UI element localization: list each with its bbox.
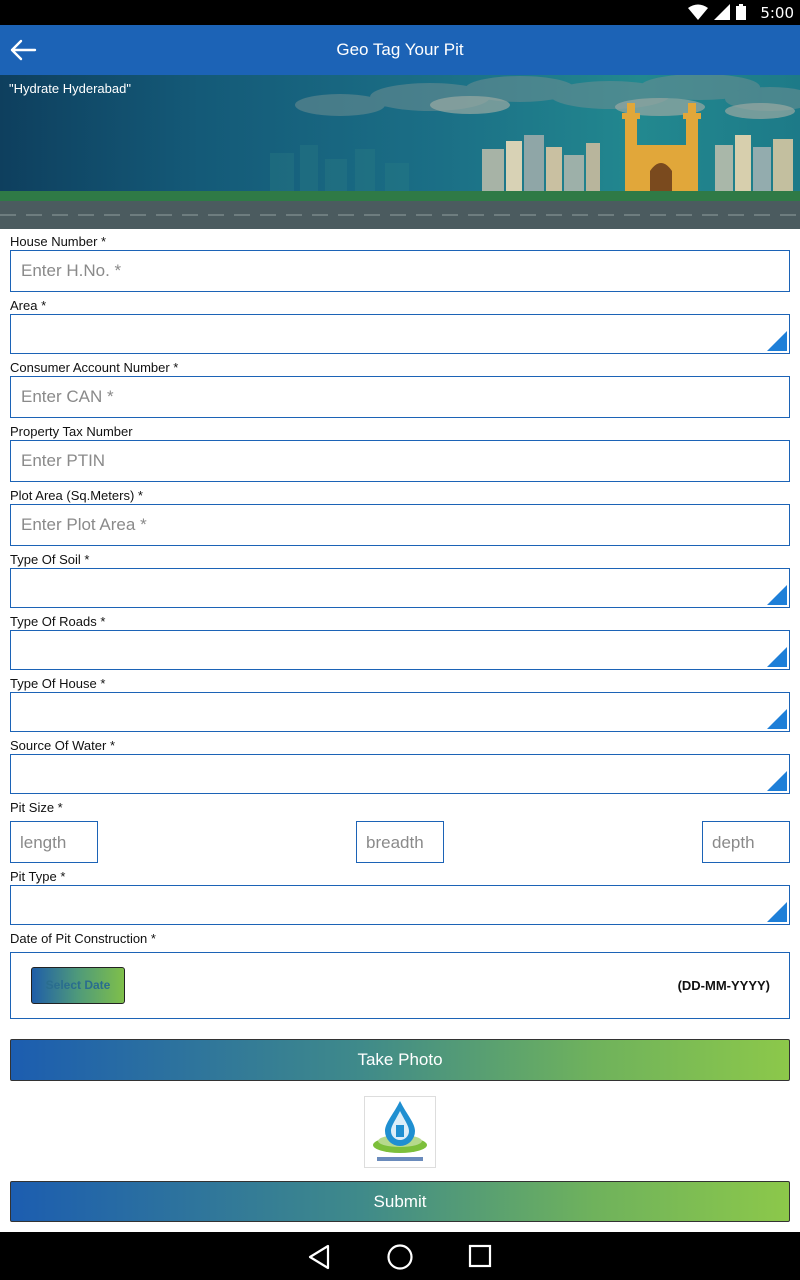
date-format-hint: (DD-MM-YYYY) (677, 978, 770, 993)
soil-dropdown[interactable] (10, 568, 790, 608)
pit-size-label: Pit Size * (10, 800, 63, 815)
select-date-button[interactable]: Select Date (31, 967, 125, 1004)
plot-area-label: Plot Area (Sq.Meters) * (10, 488, 143, 503)
nav-home-icon[interactable] (386, 1243, 414, 1271)
signal-icon (714, 4, 730, 20)
house-number-input[interactable] (10, 250, 790, 292)
city-skyline-illustration (0, 75, 800, 229)
dropdown-triangle-icon (767, 585, 787, 605)
nav-back-icon[interactable] (306, 1244, 332, 1270)
soil-label: Type Of Soil * (10, 552, 90, 567)
house-number-label: House Number * (10, 234, 107, 249)
date-container (10, 952, 790, 1019)
status-bar (0, 0, 800, 25)
plot-area-placeholder: Enter Plot Area * (21, 515, 147, 534)
area-dropdown[interactable] (10, 314, 790, 354)
dropdown-triangle-icon (767, 709, 787, 729)
house-type-label: Type Of House * (10, 676, 106, 691)
dropdown-triangle-icon (767, 771, 787, 791)
area-label: Area * (10, 298, 47, 313)
house-number-placeholder: Enter H.No. * (21, 261, 122, 280)
roads-dropdown[interactable] (10, 630, 790, 670)
system-nav-bar (0, 1232, 800, 1280)
pit-length-placeholder: length (20, 833, 67, 852)
pit-breadth-input[interactable] (356, 821, 444, 863)
pit-breadth-placeholder: breadth (366, 833, 424, 852)
banner-tagline: "Hydrate Hyderabad" (9, 81, 131, 96)
nav-recents-icon[interactable] (468, 1244, 492, 1268)
app-bar (0, 25, 800, 75)
water-dropdown[interactable] (10, 754, 790, 794)
dropdown-triangle-icon (767, 902, 787, 922)
house-type-dropdown[interactable] (10, 692, 790, 732)
header-banner (0, 75, 800, 229)
date-label: Date of Pit Construction * (10, 931, 156, 946)
pit-depth-placeholder: depth (712, 833, 755, 852)
status-icons (688, 4, 746, 20)
water-drop-logo (364, 1096, 436, 1168)
status-time: 5:00 (760, 4, 794, 22)
ptin-label: Property Tax Number (10, 424, 133, 439)
pit-length-input[interactable] (10, 821, 98, 863)
ptin-input[interactable] (10, 440, 790, 482)
dropdown-triangle-icon (767, 647, 787, 667)
pit-depth-input[interactable] (702, 821, 790, 863)
pit-type-label: Pit Type * (10, 869, 66, 884)
water-label: Source Of Water * (10, 738, 115, 753)
wifi-icon (688, 4, 708, 20)
can-placeholder: Enter CAN * (21, 387, 114, 406)
ptin-placeholder: Enter PTIN (21, 451, 106, 470)
can-label: Consumer Account Number * (10, 360, 179, 375)
take-photo-button[interactable]: Take Photo (10, 1039, 790, 1081)
plot-area-input[interactable] (10, 504, 790, 546)
can-input[interactable] (10, 376, 790, 418)
submit-button[interactable]: Submit (10, 1181, 790, 1222)
battery-icon (736, 4, 746, 20)
page-title: Geo Tag Your Pit (336, 40, 464, 59)
roads-label: Type Of Roads * (10, 614, 106, 629)
dropdown-triangle-icon (767, 331, 787, 351)
pit-type-dropdown[interactable] (10, 885, 790, 925)
